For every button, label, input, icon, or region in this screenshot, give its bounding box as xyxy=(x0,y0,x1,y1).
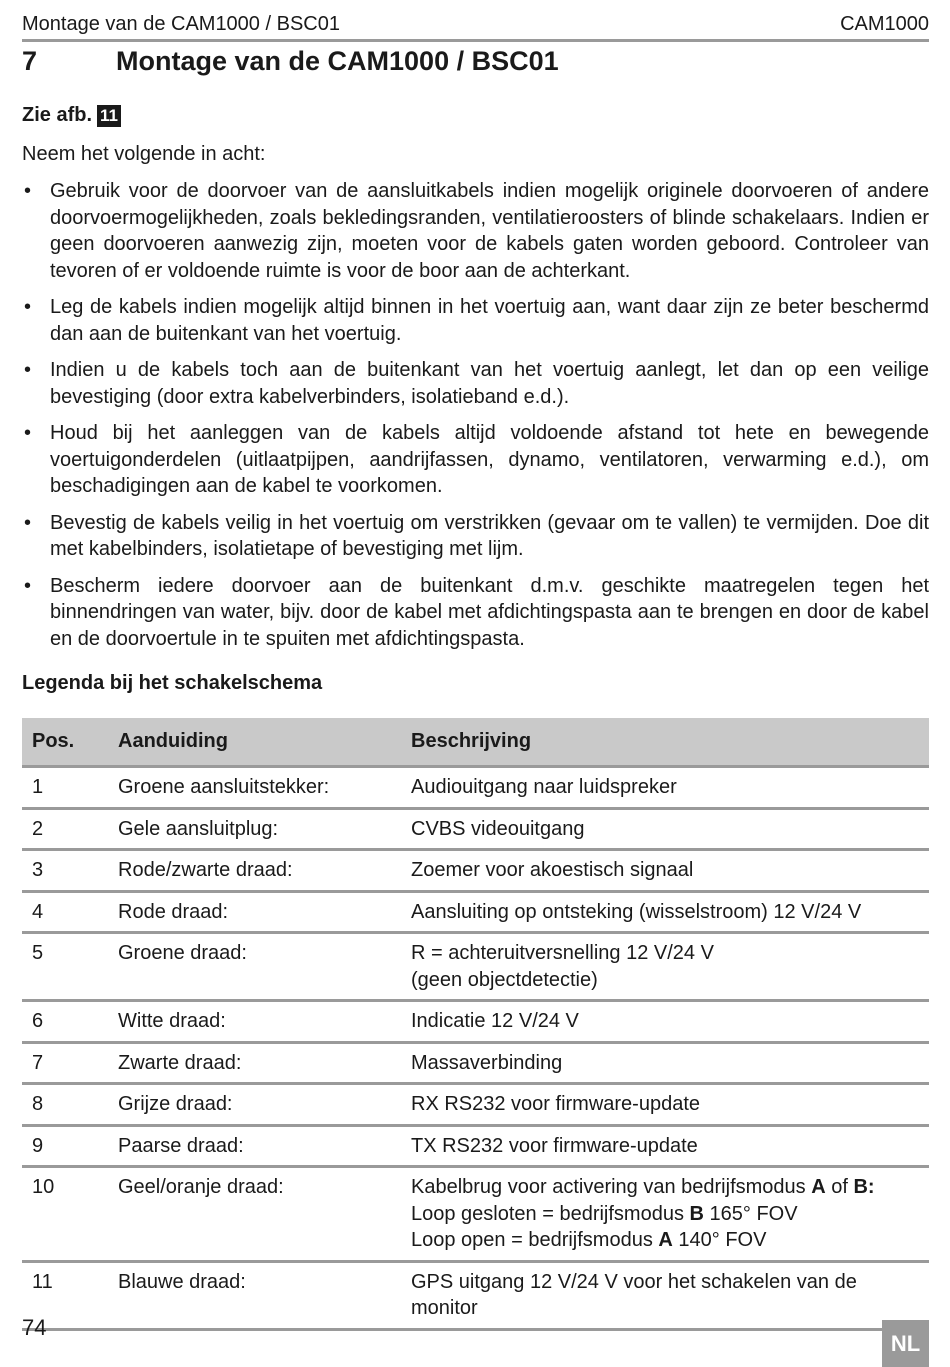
figure-reference-label: Zie afb. xyxy=(22,104,93,126)
bullet-icon: • xyxy=(24,296,32,318)
instruction-text: Gebruik voor de doorvoer van de aansluitkabels indien mogelijk originele doorvoeren of andere doorvoermogelijkheden, zoals bekledingsranden, ventilatieroosters of blinde schakelaars. Indien er geen doorvoeren aanwezig zijn, moeten voor de kabels gaten worden geboord. Controleer van tevoren of er voldoende ruimte is voor de boor aan de achterkant. xyxy=(50,180,929,282)
row-pos: 5 xyxy=(22,933,108,1001)
bullet-icon: • xyxy=(24,180,32,202)
row-aanduiding: Geel/oranje draad: xyxy=(108,1167,401,1262)
row-pos: 10 xyxy=(22,1167,108,1262)
page-number: 74 xyxy=(22,1315,47,1340)
row-aanduiding: Rode/zwarte draad: xyxy=(108,850,401,892)
row-aanduiding: Groene aansluitstekker: xyxy=(108,767,401,809)
instruction-text: Bescherm iedere doorvoer aan de buitenkant d.m.v. geschikte maatregelen tegen het binnendringen van water, bijv. door de kabel met afdichtingspasta aan te brengen en door de kabel en de doorvoertule in te spuiten met afdichtingspasta. xyxy=(50,574,929,650)
table-row xyxy=(22,850,929,892)
row-pos: 4 xyxy=(22,891,108,933)
instruction-item xyxy=(22,178,929,284)
row-aanduiding: Blauwe draad: xyxy=(108,1261,401,1329)
row-beschrijving xyxy=(401,1261,929,1329)
description-line: Loop open = bedrijfsmodus A 140° FOV xyxy=(411,1229,767,1251)
running-header-title: Montage van de CAM1000 / BSC01 xyxy=(22,13,340,35)
description-line: (geen objectdetectie) xyxy=(411,968,598,991)
bullet-icon: • xyxy=(24,511,32,534)
running-header xyxy=(22,0,929,42)
table-row xyxy=(22,1042,929,1084)
chapter-title: Montage van de CAM1000 / BSC01 xyxy=(116,46,559,76)
description-line: Indicatie 12 V/24 V xyxy=(411,1010,579,1032)
instruction-item xyxy=(22,510,929,563)
row-pos: 8 xyxy=(22,1084,108,1126)
row-pos: 7 xyxy=(22,1042,108,1084)
row-beschrijving xyxy=(401,891,929,933)
instruction-text: Indien u de kabels toch aan de buitenkant van het voertuig aanlegt, let dan op een veilige bevestiging (door extra kabelverbinders, isolatieband e.d.). xyxy=(50,359,929,408)
instruction-text: Bevestig de kabels veilig in het voertuig om verstrikken (gevaar om te vallen) te vermijden. Doe dit met kabelbinders, isolatietape of bevestiging met lijm. xyxy=(50,511,929,560)
description-line: Audiouitgang naar luidspreker xyxy=(411,776,677,798)
row-pos: 6 xyxy=(22,1001,108,1043)
row-pos: 11 xyxy=(22,1261,108,1329)
row-beschrijving xyxy=(401,1125,929,1167)
table-row xyxy=(22,767,929,809)
row-aanduiding: Zwarte draad: xyxy=(108,1042,401,1084)
bullet-icon: • xyxy=(24,422,32,444)
row-beschrijving xyxy=(401,1042,929,1084)
column-header-aanduiding: Aanduiding xyxy=(108,718,401,767)
figure-number-badge: 11 xyxy=(97,105,121,127)
document-page xyxy=(22,0,929,1331)
description-line: CVBS videouitgang xyxy=(411,817,585,840)
description-line: RX RS232 voor firmware-update xyxy=(411,1093,701,1115)
row-aanduiding: Witte draad: xyxy=(108,1001,401,1043)
instruction-item xyxy=(22,294,929,347)
running-header-product: CAM1000 xyxy=(840,13,929,35)
row-pos: 2 xyxy=(22,808,108,850)
table-row xyxy=(22,808,929,850)
description-line: Loop gesloten = bedrijfsmodus B 165° FOV xyxy=(411,1202,798,1225)
column-header-pos: Pos. xyxy=(22,718,108,767)
row-aanduiding: Gele aansluitplug: xyxy=(108,808,401,850)
instruction-item xyxy=(22,357,929,410)
row-aanduiding: Groene draad: xyxy=(108,933,401,1001)
description-line: R = achteruitversnelling 12 V/24 V xyxy=(411,942,714,964)
bullet-icon: • xyxy=(24,574,32,597)
instruction-item xyxy=(22,420,929,500)
instruction-item xyxy=(22,573,929,653)
instruction-text: Houd bij het aanleggen van de kabels altijd voldoende afstand tot hete en bewegende voertuigonderdelen (uitlaatpijpen, aandrijfassen, dynamo, ventilatoren, verwarming e.d.), om beschadigingen aan de kabel te voorkomen. xyxy=(50,422,929,497)
row-beschrijving xyxy=(401,850,929,892)
column-header-beschrijving: Beschrijving xyxy=(401,718,929,767)
legend-header-row xyxy=(22,718,929,767)
row-aanduiding: Grijze draad: xyxy=(108,1084,401,1126)
figure-reference xyxy=(22,104,929,127)
instruction-text: Leg de kabels indien mogelijk altijd binnen in het voertuig aan, want daar zijn ze beter beschermd dan aan de buitenkant van het voertuig. xyxy=(50,296,929,345)
table-row xyxy=(22,1084,929,1126)
table-row xyxy=(22,1125,929,1167)
row-aanduiding: Paarse draad: xyxy=(108,1125,401,1167)
table-row xyxy=(22,933,929,1001)
row-pos: 3 xyxy=(22,850,108,892)
row-beschrijving xyxy=(401,1167,929,1262)
row-beschrijving xyxy=(401,1001,929,1043)
description-line: monitor xyxy=(411,1297,478,1319)
language-badge: NL xyxy=(882,1320,929,1367)
description-line: Zoemer voor akoestisch signaal xyxy=(411,859,694,881)
table-row xyxy=(22,1001,929,1043)
chapter-number: 7 xyxy=(22,46,38,76)
chapter-heading xyxy=(22,46,929,84)
row-beschrijving xyxy=(401,808,929,850)
instruction-list xyxy=(22,178,929,652)
row-beschrijving xyxy=(401,933,929,1001)
table-row xyxy=(22,1167,929,1262)
row-pos: 1 xyxy=(22,767,108,809)
row-pos: 9 xyxy=(22,1125,108,1167)
intro-text: Neem het volgende in acht: xyxy=(22,143,266,165)
row-beschrijving xyxy=(401,1084,929,1126)
legend-table xyxy=(22,718,929,1331)
description-line: TX RS232 voor firmware-update xyxy=(411,1134,698,1157)
legend-title: Legenda bij het schakelschema xyxy=(22,672,323,694)
table-row xyxy=(22,1261,929,1329)
description-line: Massaverbinding xyxy=(411,1051,563,1074)
description-line: Kabelbrug voor activering van bedrijfsmodus A of B: xyxy=(411,1176,875,1198)
bullet-icon: • xyxy=(24,359,32,381)
row-aanduiding: Rode draad: xyxy=(108,891,401,933)
table-row xyxy=(22,891,929,933)
description-line: GPS uitgang 12 V/24 V voor het schakelen van de xyxy=(411,1270,857,1293)
description-line: Aansluiting op ontsteking (wisselstroom) 12 V/24 V xyxy=(411,900,862,923)
row-beschrijving xyxy=(401,767,929,809)
